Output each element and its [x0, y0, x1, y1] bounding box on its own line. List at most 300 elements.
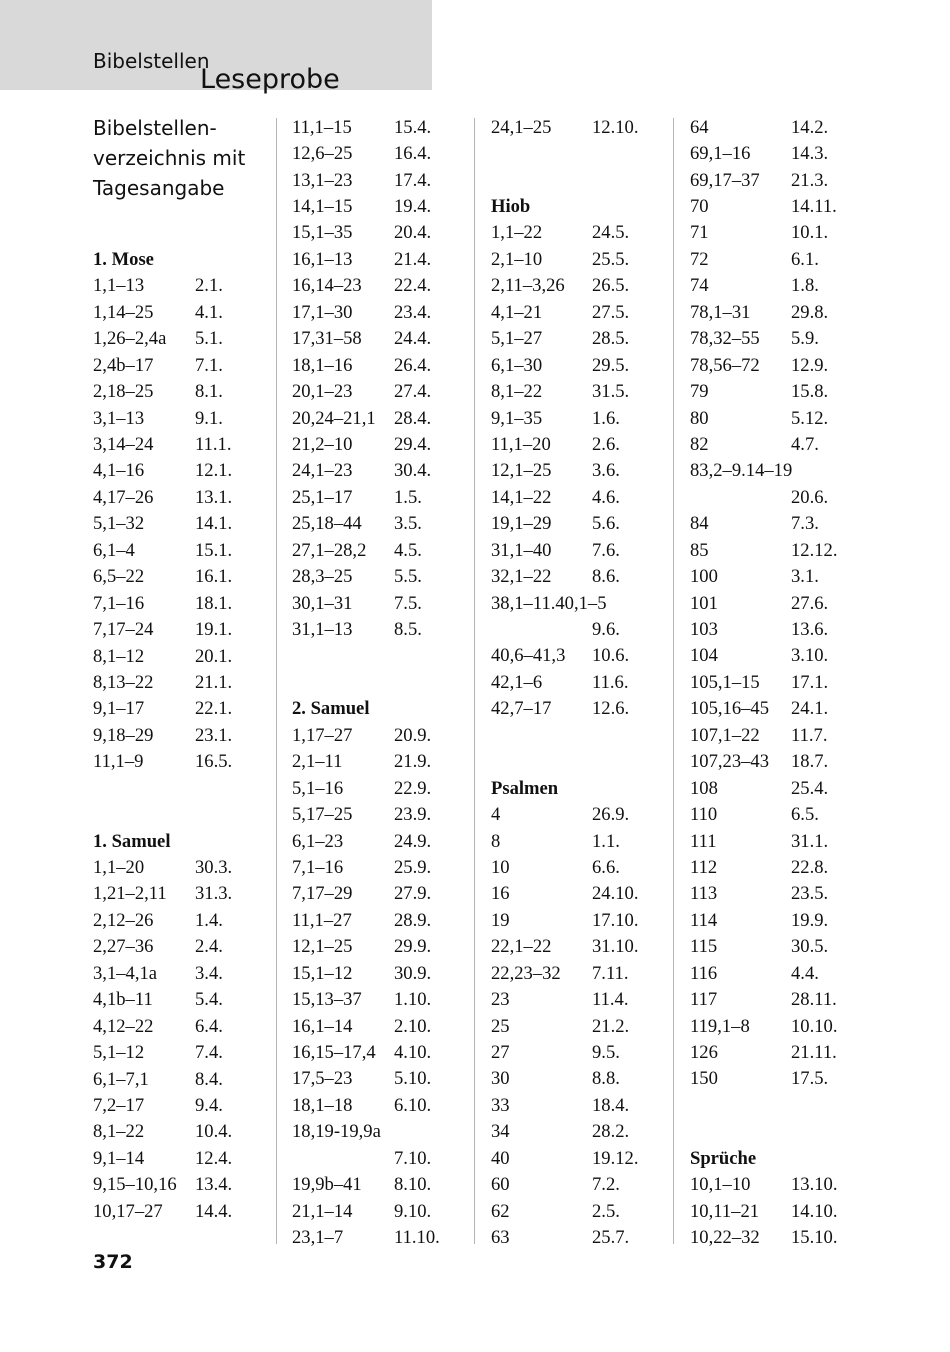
reading-date: 9.6.	[592, 619, 620, 640]
index-row	[690, 670, 865, 696]
reading-date: 3.5.	[394, 513, 422, 535]
reading-date: 5.10.	[394, 1068, 432, 1090]
index-row	[690, 1040, 865, 1066]
index-row	[690, 194, 865, 220]
reading-date: 12.6.	[592, 698, 630, 720]
reading-date: 9.10.	[394, 1200, 432, 1222]
index-row	[491, 1014, 666, 1040]
index-row	[690, 723, 865, 749]
verse-reference: 2,12–26	[93, 909, 154, 931]
column-divider	[474, 118, 475, 1244]
reading-date: 1.6.	[592, 407, 620, 429]
reading-date: 1.1.	[592, 830, 620, 852]
reading-date: 13.1.	[195, 486, 233, 508]
verse-reference: 27,1–28,2	[292, 539, 367, 561]
index-row	[491, 855, 666, 881]
index-row	[292, 1199, 467, 1225]
reading-date: 23.5.	[791, 883, 829, 905]
reading-date: 20.1.	[195, 645, 233, 667]
verse-reference: 112	[690, 856, 718, 878]
index-row	[690, 485, 865, 511]
reading-date: 1.5.	[394, 486, 422, 508]
reading-date: 29.5.	[592, 354, 630, 376]
index-row	[93, 1146, 268, 1172]
reading-date: 4.10.	[394, 1042, 432, 1063]
verse-reference: 1,17–27	[292, 724, 353, 746]
verse-reference: 79	[690, 381, 709, 403]
reading-date: 11.6.	[592, 671, 629, 693]
reading-date: 14.1.	[195, 513, 233, 535]
index-row	[292, 1093, 467, 1119]
verse-reference: 6,1–23	[292, 830, 344, 852]
index-row	[292, 406, 467, 432]
verse-reference: 100	[690, 566, 718, 588]
reading-date: 20.9.	[394, 724, 432, 746]
index-row	[292, 855, 467, 881]
index-row	[491, 1093, 666, 1119]
verse-reference: 70	[690, 196, 709, 217]
verse-reference: 126	[690, 1042, 718, 1063]
reading-date: 24.9.	[394, 830, 432, 852]
verse-reference: 4,1–21	[491, 301, 543, 323]
index-row	[491, 723, 666, 749]
reading-date: 31.5.	[592, 381, 630, 403]
verse-reference: 85	[690, 539, 709, 561]
index-row	[292, 1014, 467, 1040]
index-row	[93, 1093, 268, 1119]
book-heading	[292, 696, 467, 722]
reading-date: 6.4.	[195, 1015, 223, 1037]
reading-date: 16.1.	[195, 566, 233, 588]
index-row	[93, 881, 268, 907]
index-row	[491, 247, 666, 273]
reading-date: 2.4.	[195, 936, 223, 958]
index-row	[491, 749, 666, 775]
index-row	[93, 458, 268, 484]
reading-date: 30.9.	[394, 962, 432, 984]
index-row	[491, 432, 666, 458]
index-row	[93, 670, 268, 696]
reading-date: 9.4.	[195, 1094, 223, 1116]
index-row	[690, 1014, 865, 1040]
reading-date: 8.5.	[394, 619, 422, 640]
reading-date: 6.5.	[791, 804, 819, 826]
index-row	[93, 749, 268, 775]
reading-date: 14.4.	[195, 1200, 233, 1222]
column-divider	[276, 118, 277, 1244]
book-name: Psalmen	[491, 777, 559, 799]
index-row	[491, 987, 666, 1013]
index-row	[292, 881, 467, 907]
verse-reference: 12,1–25	[491, 460, 552, 482]
index-row	[292, 1172, 467, 1198]
verse-reference: 9,1–17	[93, 698, 145, 720]
verse-reference: 69,17–37	[690, 169, 760, 191]
reading-date: 4.6.	[592, 486, 620, 508]
verse-reference: 9,1–14	[93, 1147, 145, 1169]
index-row	[292, 432, 467, 458]
index-row	[93, 485, 268, 511]
reading-date: 4.4.	[791, 962, 819, 984]
reading-date: 12.12.	[791, 539, 838, 561]
index-row	[491, 485, 666, 511]
reading-date: 17.4.	[394, 169, 432, 191]
index-row	[93, 908, 268, 934]
verse-reference: 23	[491, 989, 510, 1011]
reading-date: 21.1.	[195, 671, 233, 693]
index-row	[491, 458, 666, 484]
reading-date: 13.4.	[195, 1174, 233, 1196]
verse-reference: 107,1–22	[690, 724, 760, 746]
reading-date: 8.6.	[592, 566, 620, 588]
reading-date: 27.9.	[394, 883, 432, 905]
book-name: 2. Samuel	[292, 698, 370, 720]
reading-date: 14.10.	[791, 1200, 838, 1222]
reading-date: 5.1.	[195, 328, 223, 350]
index-row	[292, 538, 467, 564]
reading-date: 22.1.	[195, 698, 233, 720]
reading-date: 22.9.	[394, 777, 432, 799]
index-row	[690, 538, 865, 564]
index-row	[690, 881, 865, 907]
index-row	[93, 987, 268, 1013]
index-row	[93, 1119, 268, 1145]
book-name: 1. Samuel	[93, 830, 171, 852]
reading-date: 22.4.	[394, 275, 432, 297]
reading-date: 11.4.	[592, 989, 629, 1011]
reading-date: 12.1.	[195, 460, 233, 482]
index-row	[690, 617, 865, 643]
verse-reference: 24,1–23	[292, 460, 353, 482]
verse-reference: 33	[491, 1094, 510, 1116]
index-title-line: Bibelstellen-	[93, 116, 217, 140]
book-heading	[690, 1146, 865, 1172]
verse-reference: 1,1–13	[93, 275, 145, 297]
reading-date: 22.8.	[791, 856, 829, 878]
reading-date: 14.11.	[791, 196, 837, 217]
verse-reference: 9,1–35	[491, 407, 543, 429]
index-row	[292, 273, 467, 299]
index-row	[690, 802, 865, 828]
index-row	[690, 1066, 865, 1092]
reading-date: 31.3.	[195, 883, 233, 905]
reading-date: 28.2.	[592, 1121, 630, 1143]
index-row	[292, 379, 467, 405]
verse-reference: 16,14–23	[292, 275, 362, 297]
verse-reference: 18,19-19,9a	[292, 1121, 381, 1143]
verse-reference: 34	[491, 1121, 510, 1143]
index-row	[292, 141, 467, 167]
verse-reference: 72	[690, 248, 709, 270]
index-row	[690, 1225, 865, 1251]
index-row	[292, 458, 467, 484]
reading-date: 27.5.	[592, 301, 630, 323]
reading-date: 29.4.	[394, 433, 432, 455]
index-row	[690, 1119, 865, 1145]
verse-reference: 71	[690, 222, 709, 244]
index-row	[93, 961, 268, 987]
verse-reference: 25,18–44	[292, 513, 362, 535]
index-row	[491, 538, 666, 564]
index-row	[292, 617, 467, 643]
verse-reference: 40,6–41,3	[491, 645, 566, 667]
reading-date: 27.4.	[394, 381, 432, 403]
verse-reference: 4,1b–11	[93, 989, 153, 1011]
book-heading	[491, 776, 666, 802]
verse-reference: 14,1–22	[491, 486, 552, 508]
verse-reference: 7,1–16	[93, 592, 145, 614]
verse-reference: 1,14–25	[93, 301, 154, 323]
verse-reference: 78,1–31	[690, 301, 751, 323]
index-row	[93, 326, 268, 352]
index-row	[491, 379, 666, 405]
verse-reference: 42,1–6	[491, 671, 543, 693]
verse-reference: 114	[690, 909, 718, 931]
verse-reference: 84	[690, 513, 709, 535]
index-title	[93, 113, 273, 203]
verse-reference: 8,13–22	[93, 671, 154, 693]
verse-reference: 24,1–25	[491, 116, 552, 138]
verse-reference: 78,32–55	[690, 328, 760, 350]
reading-date: 14.2.	[791, 116, 829, 138]
verse-reference: 17,5–23	[292, 1068, 353, 1090]
index-row	[690, 432, 865, 458]
index-row	[690, 564, 865, 590]
reading-date: 18.1.	[195, 592, 233, 614]
reading-date: 7.3.	[791, 513, 819, 535]
running-head: Bibelstellen	[93, 49, 210, 73]
index-row	[292, 326, 467, 352]
index-row	[93, 855, 268, 881]
verse-reference: 5,17–25	[292, 804, 353, 826]
reading-date: 23.4.	[394, 301, 432, 323]
index-row	[690, 168, 865, 194]
reading-date: 14.3.	[791, 143, 829, 165]
verse-reference: 16,1–14	[292, 1015, 353, 1037]
index-row	[93, 776, 268, 802]
verse-reference: 4,1–16	[93, 460, 145, 482]
verse-reference: 101	[690, 592, 718, 614]
verse-reference: 103	[690, 619, 718, 640]
reading-date: 26.5.	[592, 275, 630, 297]
verse-reference: 7,1–16	[292, 856, 344, 878]
index-row	[491, 1066, 666, 1092]
book-heading	[491, 194, 666, 220]
reading-date: 25.5.	[592, 248, 630, 270]
index-row	[491, 1040, 666, 1066]
index-column-2	[292, 115, 467, 1252]
reading-date: 7.2.	[592, 1174, 620, 1196]
verse-reference: 5,1–12	[93, 1042, 145, 1064]
reading-date: 7.11.	[592, 962, 629, 984]
reading-date: 18.4.	[592, 1094, 630, 1116]
verse-reference: 21,2–10	[292, 433, 353, 455]
reading-date: 28.11.	[791, 989, 837, 1011]
reading-date: 16.4.	[394, 143, 432, 165]
verse-reference: 25	[491, 1015, 510, 1037]
index-column-4	[690, 115, 865, 1252]
reading-date: 12.4.	[195, 1147, 233, 1169]
reading-date: 5.6.	[592, 513, 620, 535]
verse-reference: 119,1–8	[690, 1015, 750, 1037]
reading-date: 11.1.	[195, 434, 232, 455]
verse-reference: 107,23–43	[690, 751, 770, 773]
index-row	[292, 591, 467, 617]
reading-date: 29.9.	[394, 936, 432, 958]
reading-date: 10.4.	[195, 1121, 233, 1143]
verse-reference: 150	[690, 1068, 718, 1090]
verse-reference: 1,26–2,4a	[93, 328, 167, 350]
reading-date: 26.9.	[592, 804, 630, 826]
verse-reference: 10,11–21	[690, 1200, 760, 1222]
verse-reference: 8,1–22	[491, 381, 543, 403]
reading-date: 5.4.	[195, 989, 223, 1011]
reading-date: 24.1.	[791, 698, 829, 720]
verse-reference: 1,21–2,11	[93, 883, 167, 905]
reading-date: 20.6.	[791, 486, 829, 508]
reading-date: 31.10.	[592, 936, 639, 958]
reading-date: 24.5.	[592, 222, 630, 244]
verse-reference: 10,1–10	[690, 1174, 751, 1196]
reading-date: 10.10.	[791, 1015, 838, 1037]
index-row	[690, 1172, 865, 1198]
verse-reference: 14,1–15	[292, 196, 353, 217]
index-row	[690, 379, 865, 405]
verse-reference: 17,31–58	[292, 328, 362, 350]
verse-reference: 11,1–15	[292, 116, 352, 138]
verse-reference: 31,1–13	[292, 619, 353, 640]
reading-date: 3.6.	[592, 460, 620, 482]
verse-reference: 104	[690, 645, 718, 667]
reading-date: 17.5.	[791, 1068, 829, 1090]
index-row	[292, 643, 467, 669]
verse-reference: 18,1–18	[292, 1094, 353, 1116]
reading-date: 24.10.	[592, 883, 639, 905]
index-row	[93, 934, 268, 960]
verse-reference: 7,2–17	[93, 1094, 145, 1116]
index-row	[93, 432, 268, 458]
reading-date: 28.5.	[592, 328, 630, 350]
book-name: Sprüche	[690, 1147, 757, 1169]
index-row	[292, 802, 467, 828]
index-row	[93, 406, 268, 432]
index-row	[292, 776, 467, 802]
reading-date: 5.9.	[791, 328, 819, 350]
verse-reference: 6,1–4	[93, 539, 135, 561]
index-row	[292, 511, 467, 537]
verse-reference: 3,14–24	[93, 434, 154, 455]
reading-date: 17.1.	[791, 671, 829, 693]
reading-date: 30.3.	[195, 857, 233, 878]
index-row	[93, 802, 268, 828]
verse-reference: 4,12–22	[93, 1015, 154, 1037]
reading-date: 30.4.	[394, 460, 432, 482]
verse-reference: 30,1–31	[292, 592, 353, 614]
reading-date: 21.3.	[791, 169, 829, 191]
reading-date: 25.4.	[791, 777, 829, 799]
verse-reference: 4	[491, 804, 501, 826]
verse-reference: 63	[491, 1227, 510, 1249]
reading-date: 19.4.	[394, 196, 432, 217]
index-row	[491, 1199, 666, 1225]
reading-date: 13.10.	[791, 1174, 838, 1196]
reading-date: 21.4.	[394, 248, 432, 270]
index-row	[491, 802, 666, 828]
verse-reference: 83,2–9.14–19	[690, 460, 793, 482]
reading-date: 2.6.	[592, 433, 620, 455]
index-row	[491, 564, 666, 590]
verse-reference: 116	[690, 962, 718, 984]
index-title-line: verzeichnis mit	[93, 146, 246, 170]
reading-date: 6.6.	[592, 856, 620, 878]
reading-date: 15.10.	[791, 1227, 838, 1249]
reading-date: 1.8.	[791, 275, 819, 297]
reading-date: 19.12.	[592, 1147, 639, 1169]
reading-date: 20.4.	[394, 222, 432, 244]
verse-reference: 1,1–22	[491, 222, 543, 244]
index-row	[491, 353, 666, 379]
verse-reference: 2,1–11	[292, 751, 343, 773]
reading-date: 26.4.	[394, 354, 432, 376]
reading-date: 9.1.	[195, 407, 223, 429]
index-row	[491, 908, 666, 934]
verse-reference: 16	[491, 883, 510, 905]
reading-date: 6.1.	[791, 248, 819, 270]
verse-reference: 30	[491, 1068, 510, 1090]
reading-date: 10.6.	[592, 645, 630, 667]
index-title-line: Tagesangabe	[93, 176, 225, 200]
index-row	[93, 644, 268, 670]
index-row	[491, 273, 666, 299]
reading-date: 21.2.	[592, 1015, 630, 1037]
index-row	[292, 1066, 467, 1092]
reading-date: 11.7.	[791, 724, 828, 746]
reading-date: 4.5.	[394, 539, 422, 561]
index-row	[292, 829, 467, 855]
book-name: Hiob	[491, 196, 531, 217]
index-row	[292, 247, 467, 273]
index-row	[491, 1119, 666, 1145]
index-row	[93, 1014, 268, 1040]
reading-date: 12.9.	[791, 354, 829, 376]
reading-date: 2.5.	[592, 1200, 620, 1222]
index-row	[491, 115, 666, 141]
verse-reference: 20,1–23	[292, 381, 353, 403]
verse-reference: 8,1–12	[93, 645, 145, 667]
index-row	[690, 908, 865, 934]
verse-reference: 6,1–7,1	[93, 1068, 149, 1090]
verse-reference: 21,1–14	[292, 1200, 353, 1222]
reading-date: 7.6.	[592, 539, 620, 561]
reading-date: 30.5.	[791, 936, 829, 958]
book-heading	[93, 829, 268, 855]
verse-reference: 25,1–17	[292, 486, 353, 508]
reading-date: 8.8.	[592, 1068, 620, 1090]
reading-date: 31.1.	[791, 830, 829, 852]
verse-reference: 22,1–22	[491, 936, 552, 958]
reading-date: 7.1.	[195, 354, 223, 376]
verse-reference: 64	[690, 116, 709, 138]
verse-reference: 10,17–27	[93, 1200, 163, 1222]
column-divider	[673, 118, 674, 1244]
reading-date: 4.1.	[195, 301, 223, 323]
page-number: 372	[93, 1251, 133, 1273]
book-heading	[93, 247, 268, 273]
verse-reference: 2,27–36	[93, 936, 154, 958]
index-row	[690, 1199, 865, 1225]
verse-reference: 15,1–12	[292, 962, 353, 984]
index-row	[491, 829, 666, 855]
